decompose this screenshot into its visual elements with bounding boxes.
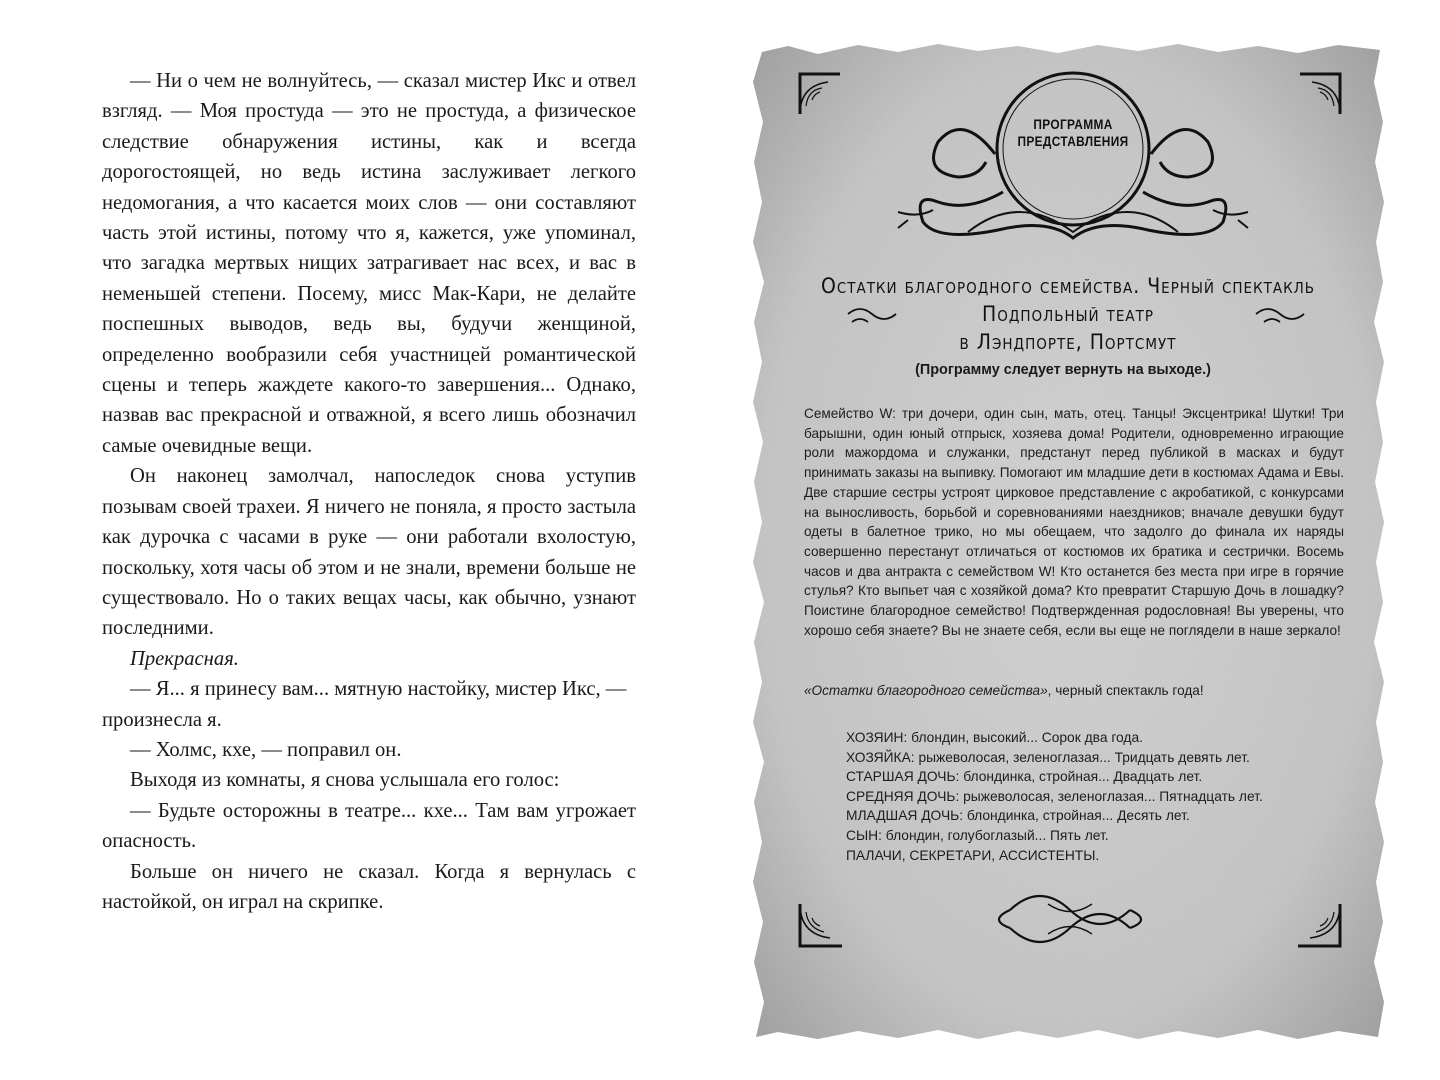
italic-word: Прекрасная. xyxy=(130,647,239,670)
emblem-title-line: ПРОГРАММА xyxy=(1033,117,1113,132)
paragraph: произнесла я. xyxy=(102,708,222,731)
paragraph: Больше он ничего не сказал. Когда я вернулась с настойкой, он играл на скрипке. xyxy=(102,860,636,913)
cast-item: ПАЛАЧИ, СЕКРЕТАРИ, АССИСТЕНТЫ. xyxy=(846,847,1100,863)
program-tagline xyxy=(804,683,1344,698)
program-sheet xyxy=(748,42,1388,1042)
emblem-title-line: ПРЕДСТАВЛЕНИЯ xyxy=(1017,134,1129,149)
paragraph: — Я... я принесу вам... мятную настойку, мистер Икс, — xyxy=(130,678,627,701)
paragraph xyxy=(102,644,636,674)
cast-item: СРЕДНЯЯ ДОЧЬ: рыжеволосая, зеленоглазая... Пятнадцать лет. xyxy=(846,788,1263,804)
cast-item: СЫН: блондин, голубоглазый... Пять лет. xyxy=(846,827,1109,843)
cast-list xyxy=(846,728,1316,865)
emblem-title xyxy=(1011,116,1134,150)
program-subtitle-venue: Подпольный театр xyxy=(982,302,1154,326)
cast-item: СТАРШАЯ ДОЧЬ: блондинка, стройная... Двадцать лет. xyxy=(846,769,1203,785)
paragraph: Он наконец замолчал, напоследок снова уступив позывам своей трахеи. Я ничего не поняла, я просто застыла как дурочка с часами в руке — они работали вхолостую, поскольку, хотя часы об этом и не знали, времени больше не существовало. Но о таких вещах часы, как обычно, узнают последними. xyxy=(102,465,636,640)
program-description: Семейство W: три дочери, один сын, мать, отец. Танцы! Эксцентрика! Шутки! Три барышни, один юный отпрыск, хозяева дома! Родители, одновременно играющие роли мажордома и служанки, предстанут перед публикой в масках и будут принимать заказы на выпивку. Помогают им младшие дети в костюмах Адама и Евы. Две старшие сестры устроят цирковое представление с акробатикой, с конкурсами на выносливость, борьбой и соревнованиями наездников; вначале девушки будут одеты в балетное трико, но мы обещаем, что задолго до финала их наряды совершенно перестанут отличаться от костюмов их братика и сестрички. Восемь часов и два антракта с семейством W! Кто останется без места при игре в горячие стулья? Кто выпьет чая с хозяйкой дома? Кто превратит Старшую Дочь в лошадку? Поистине благородное семейство! Подтвержденная родословная! Вы уверены, что хорошо себя знаете? Вы не знаете себя, если вы еще не поглядели в наше зеркало! xyxy=(804,406,1344,638)
cast-item: ХОЗЯИН: блондин, высокий... Сорок два года. xyxy=(846,730,1143,745)
return-note: (Программу следует вернуть на выходе.) xyxy=(915,362,1211,378)
tagline-title: «Остатки благородного семейства» xyxy=(804,683,1048,698)
left-page-text xyxy=(102,66,636,917)
paragraph: — Холмс, кхе, — поправил он. xyxy=(130,738,402,761)
paragraph: — Ни о чем не волнуйтесь, — сказал мистер Икс и отвел взгляд. — Моя простуда — это не простуда, а физическое следствие обнаружения истины, как и всегда дорогостоящей, но ведь истина заслуживает легкого недомогания, а что касается моих слов — они составляют часть этой истины, потому что я, кажется, уже упоминал, что загадка мертвых нищих затрагивает нас всех, и вас в неменьшей степени. Посему, мисс Мак-Кари, не делайте поспешных выводов, ведь вы, будучи женщиной, определенно вообразили себя участницей романтической сцены и теперь жаждете какого-то завершения... Однако, назвав вас прекрасной и отважной, я всего лишь обозначил самые очевидные вещи. xyxy=(102,70,636,457)
tagline-rest: , черный спектакль года! xyxy=(1047,683,1204,698)
program-subtitle-location: в Лэндпорте, Портсмут xyxy=(959,330,1177,354)
program-title: Остатки благородного семейства. Черный спектакль xyxy=(820,274,1316,298)
paragraph: — Будьте осторожны в театре... кхе... Там вам угрожает опасность. xyxy=(102,799,636,853)
cast-item: МЛАДШАЯ ДОЧЬ: блондинка, стройная... Десять лет. xyxy=(846,808,1190,824)
paragraph: Выходя из комнаты, я снова услышала его голос: xyxy=(130,769,560,792)
cast-item: ХОЗЯЙКА: рыжеволосая, зеленоглазая... Тридцать девять лет. xyxy=(846,749,1250,765)
